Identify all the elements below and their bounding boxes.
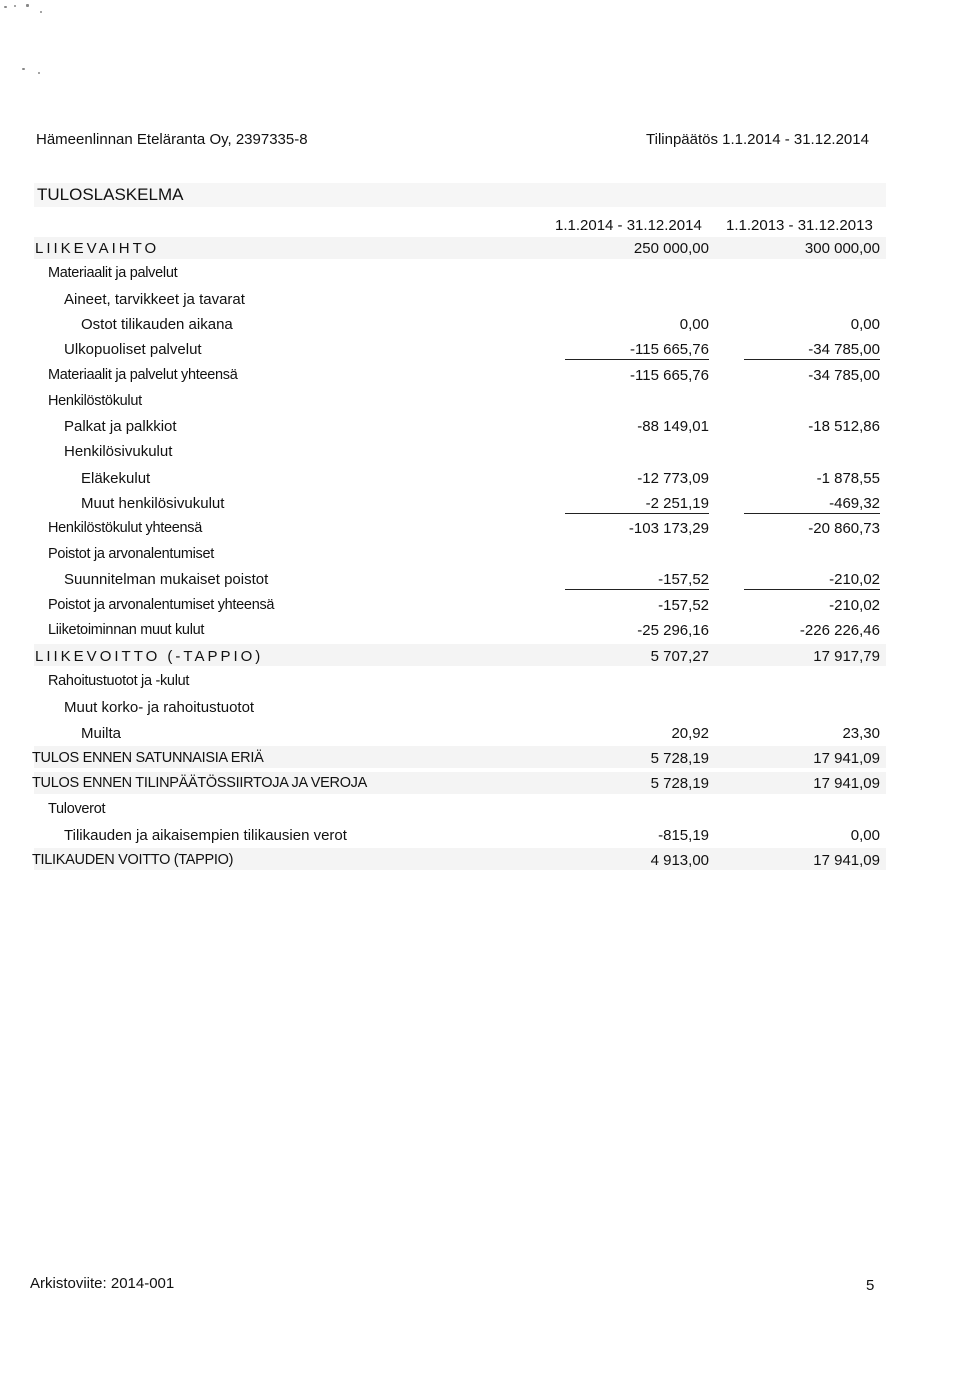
scan-speck [14, 5, 16, 7]
column-header-current: 1.1.2014 - 31.12.2014 [555, 217, 702, 234]
value-current: 5 707,27 [650, 648, 709, 665]
scan-speck [38, 72, 40, 74]
table-row [0, 470, 960, 494]
scan-speck [40, 11, 42, 13]
value-current: -157,52 [658, 597, 709, 614]
value-previous: 17 941,09 [813, 750, 880, 767]
table-row [0, 725, 960, 749]
value-current: 0,00 [679, 316, 709, 333]
scan-speck [26, 4, 29, 7]
value-previous: 300 000,00 [804, 240, 880, 257]
value-previous: 0,00 [850, 827, 880, 844]
archive-reference: Arkistoviite: 2014-001 [30, 1275, 175, 1292]
row-label: Poistot ja arvonalentumiset [48, 546, 214, 562]
value-current: 5 728,19 [650, 750, 709, 767]
row-label: LIIKEVAIHTO [35, 240, 160, 257]
row-label: LIIKEVOITTO (-TAPPIO) [35, 648, 264, 665]
column-header-previous: 1.1.2013 - 31.12.2013 [726, 217, 873, 234]
table-row-result [0, 775, 960, 799]
row-label: Henkilöstökulut yhteensä [48, 520, 203, 536]
row-label: Henkilösivukulut [64, 443, 173, 460]
table-row [0, 418, 960, 442]
value-previous: -34 785,00 [744, 341, 880, 360]
page-number: 5 [866, 1277, 875, 1294]
value-previous: -20 860,73 [808, 520, 880, 537]
table-row [0, 393, 960, 417]
row-label: Ostot tilikauden aikana [81, 316, 233, 333]
table-row [0, 495, 960, 519]
value-previous: -210,02 [829, 597, 880, 614]
table-row [0, 546, 960, 570]
row-label: Suunnitelman mukaiset poistot [64, 571, 269, 588]
value-previous: -34 785,00 [808, 367, 880, 384]
row-label: Aineet, tarvikkeet ja tavarat [64, 291, 245, 308]
value-previous: 17 917,79 [813, 648, 880, 665]
value-current: 250 000,00 [633, 240, 709, 257]
value-current: -25 296,16 [637, 622, 709, 639]
row-label: Palkat ja palkkiot [64, 418, 177, 435]
value-previous: 17 941,09 [813, 775, 880, 792]
row-label: Liiketoiminnan muut kulut [48, 622, 205, 638]
value-previous: 23,30 [842, 725, 880, 742]
page-title: TULOSLASKELMA [37, 185, 184, 204]
value-current: -88 149,01 [637, 418, 709, 435]
value-current: -103 173,29 [628, 520, 709, 537]
value-current: 4 913,00 [650, 852, 709, 869]
table-row [0, 571, 960, 595]
value-current: -115 665,76 [630, 367, 709, 384]
value-previous: -18 512,86 [808, 418, 880, 435]
value-previous: 17 941,09 [813, 852, 880, 869]
row-label: TULOS ENNEN TILINPÄÄTÖSSIIRTOJA JA VEROJA [32, 775, 367, 791]
table-row-subtotal [0, 520, 960, 544]
company-name: Hämeenlinnan Eteläranta Oy, 2397335-8 [36, 131, 308, 148]
row-label: TILIKAUDEN VOITTO (TAPPIO) [32, 852, 234, 868]
value-previous: 0,00 [850, 316, 880, 333]
value-current: -815,19 [658, 827, 709, 844]
table-row-subtotal [0, 367, 960, 391]
table-row [0, 443, 960, 467]
value-previous: -210,02 [744, 571, 880, 590]
value-current: -157,52 [565, 571, 709, 590]
table-row-liikevaihto [0, 240, 960, 264]
row-label: Henkilöstökulut [48, 393, 142, 409]
table-row [0, 673, 960, 697]
row-label: Rahoitustuotot ja -kulut [48, 673, 190, 689]
value-current: -115 665,76 [565, 341, 709, 360]
row-label: Muut korko- ja rahoitustuotot [64, 699, 255, 716]
row-label: Ulkopuoliset palvelut [64, 341, 202, 358]
table-row [0, 265, 960, 289]
table-row-net-result [0, 852, 960, 876]
statement-period: Tilinpäätös 1.1.2014 - 31.12.2014 [646, 131, 869, 148]
value-previous: -226 226,46 [799, 622, 880, 639]
row-label: Materiaalit ja palvelut [48, 265, 178, 281]
table-row [0, 827, 960, 851]
row-label: Muilta [81, 725, 122, 742]
value-current: 5 728,19 [650, 775, 709, 792]
row-label: Materiaalit ja palvelut yhteensä [48, 367, 238, 383]
value-current: -12 773,09 [637, 470, 709, 487]
table-row [0, 801, 960, 825]
table-row-result [0, 750, 960, 774]
row-label: Poistot ja arvonalentumiset yhteensä [48, 597, 275, 613]
table-row [0, 699, 960, 723]
row-label: Tuloverot [48, 801, 106, 817]
row-label: Eläkekulut [81, 470, 151, 487]
table-row [0, 291, 960, 315]
scan-speck [4, 6, 7, 8]
value-previous: -469,32 [744, 495, 880, 514]
value-current: 20,92 [671, 725, 709, 742]
table-row [0, 341, 960, 365]
value-previous: -1 878,55 [816, 470, 880, 487]
row-label: TULOS ENNEN SATUNNAISIA ERIÄ [32, 750, 264, 766]
table-row-subtotal [0, 597, 960, 621]
table-row [0, 316, 960, 340]
scan-speck [22, 68, 25, 70]
value-current: -2 251,19 [565, 495, 709, 514]
table-row-liikevoitto [0, 648, 960, 672]
row-label: Muut henkilösivukulut [81, 495, 225, 512]
row-label: Tilikauden ja aikaisempien tilikausien verot [64, 827, 347, 844]
table-row [0, 622, 960, 646]
